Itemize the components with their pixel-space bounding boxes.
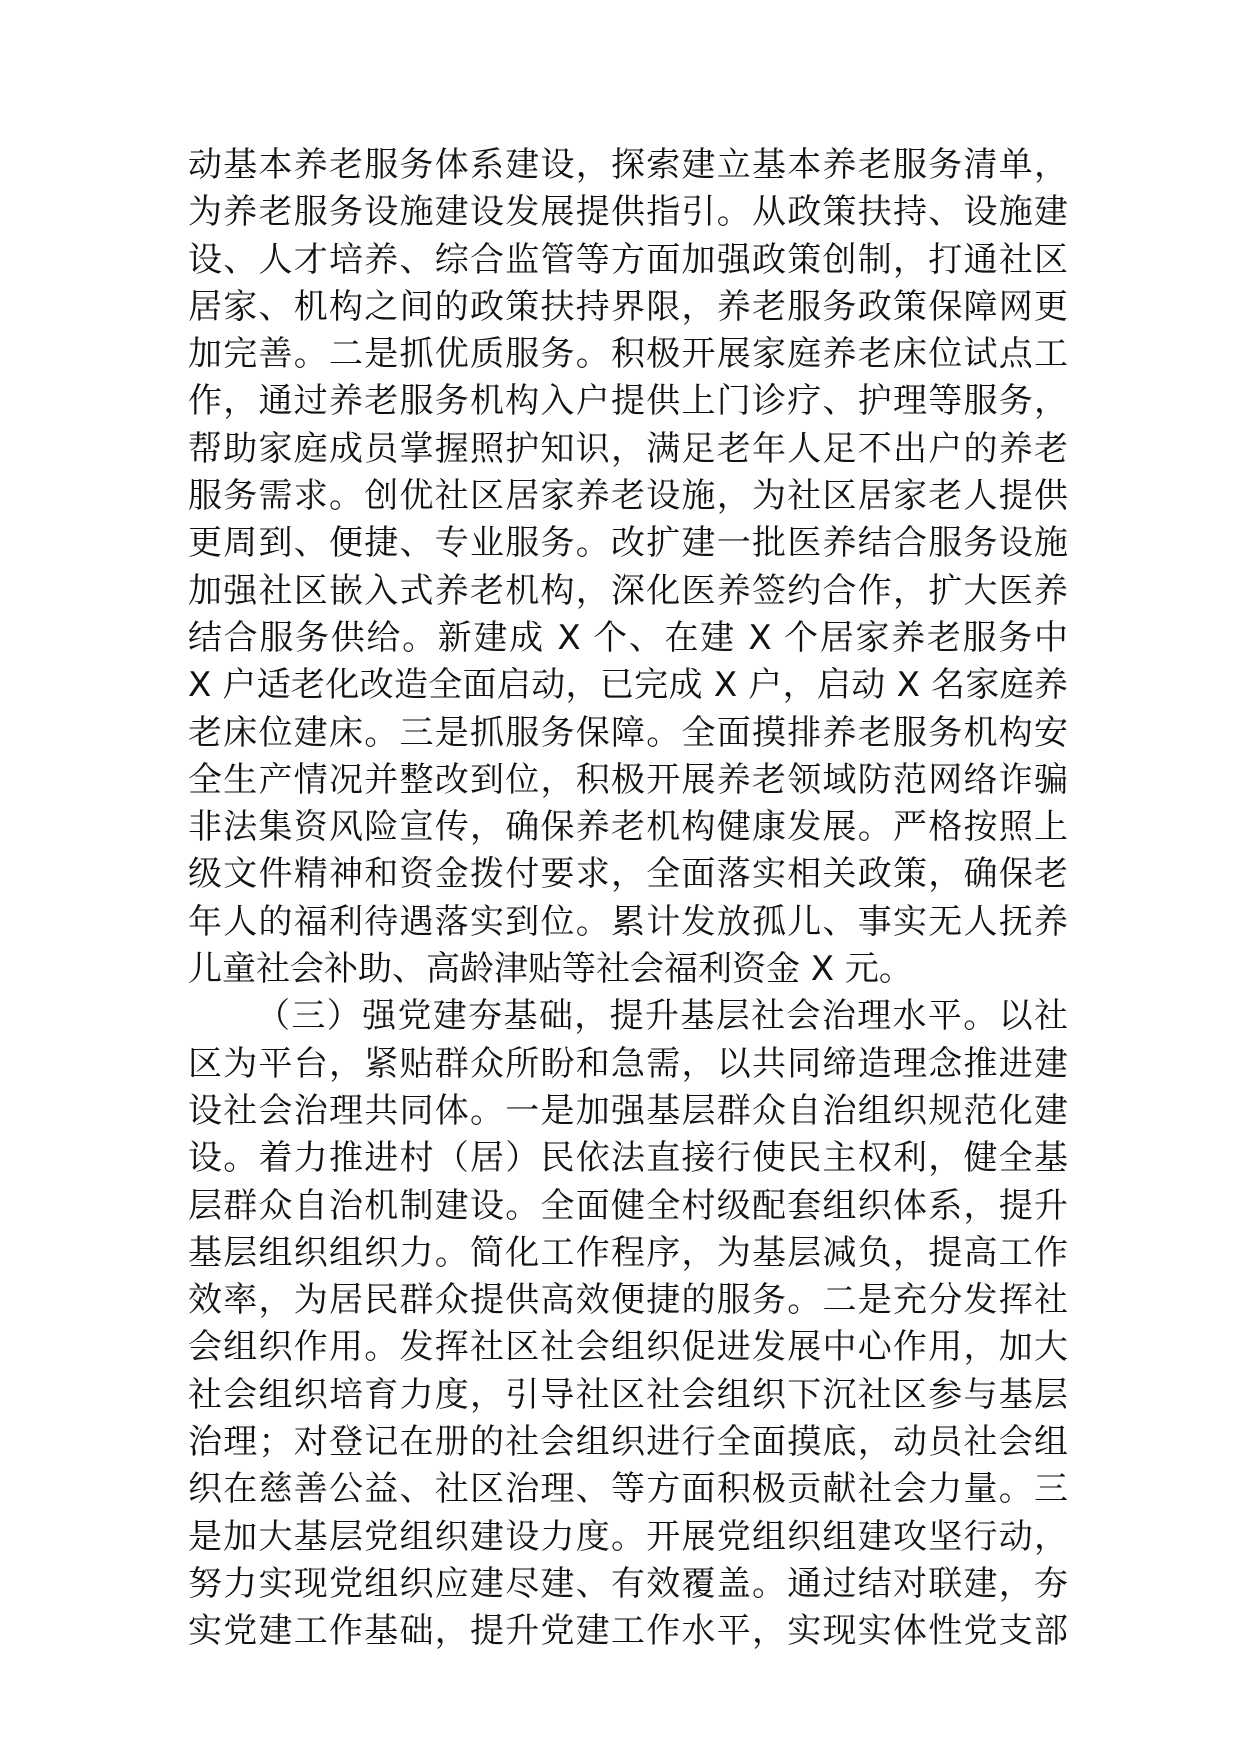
text-line: 老床位建床。三是抓服务保障。全面摸排养老服务机构安: [188, 712, 1068, 753]
text-line: X 户适老化改造全面启动，已完成 X 户，启动 X 名家庭养: [188, 665, 1068, 706]
text-line: 设。着力推进村（居）民依法直接行使民主权利，健全基: [188, 1138, 1068, 1179]
text-line: 织在慈善公益、社区治理、等方面积极贡献社会力量。三: [188, 1469, 1068, 1510]
text-line: 会组织作用。发挥社区社会组织促进发展中心作用，加大: [188, 1327, 1068, 1368]
text-line: 是加大基层党组织建设力度。开展党组织组建攻坚行动，: [188, 1516, 1068, 1557]
text-line: 加强社区嵌入式养老机构，深化医养签约合作，扩大医养: [188, 570, 1068, 611]
text-line: 加完善。二是抓优质服务。积极开展家庭养老床位试点工: [188, 334, 1068, 375]
text-line: 级文件精神和资金拨付要求，全面落实相关政策，确保老: [188, 854, 1068, 895]
text-line: 更周到、便捷、专业服务。改扩建一批医养结合服务设施: [188, 523, 1068, 564]
text-line: 年人的福利待遇落实到位。累计发放孤儿、事实无人抚养: [188, 901, 1068, 942]
text-line: 努力实现党组织应建尽建、有效覆盖。通过结对联建，夯: [188, 1563, 1068, 1604]
text-line: 非法集资风险宣传，确保养老机构健康发展。严格按照上: [188, 807, 1068, 848]
text-line: 设社会治理共同体。一是加强基层群众自治组织规范化建: [188, 1090, 1068, 1131]
text-line: 区为平台，紧贴群众所盼和急需，以共同缔造理念推进建: [188, 1043, 1068, 1084]
text-line: 帮助家庭成员掌握照护知识，满足老年人足不出户的养老: [188, 428, 1068, 469]
text-line: 效率，为居民群众提供高效便捷的服务。二是充分发挥社: [188, 1280, 1068, 1321]
text-line: 全生产情况并整改到位，积极开展养老领域防范网络诈骗: [188, 759, 1068, 800]
text-line: 动基本养老服务体系建设，探索建立基本养老服务清单，: [188, 145, 1068, 185]
text-line: 服务需求。创优社区居家养老设施，为社区居家老人提供: [188, 476, 1068, 517]
text-line: 基层组织组织力。简化工作程序，为基层减负，提高工作: [188, 1232, 1068, 1273]
section-heading-line: （三）强党建夯基础，提升基层社会治理水平。以社: [256, 996, 1068, 1037]
text-line: 居家、机构之间的政策扶持界限，养老服务政策保障网更: [188, 286, 1068, 327]
text-line: 社会组织培育力度，引导社区社会组织下沉社区参与基层: [188, 1374, 1068, 1415]
text-line: 结合服务供给。新建成 X 个、在建 X 个居家养老服务中: [188, 617, 1068, 658]
text-line: 作，通过养老服务机构入户提供上门诊疗、护理等服务，: [188, 381, 1068, 422]
document-body: [188, 142, 1068, 1656]
text-line: 实党建工作基础，提升党建工作水平，实现实体性党支部: [188, 1611, 1068, 1652]
paragraph-end-line: 儿童社会补助、高龄津贴等社会福利资金 X 元。: [188, 949, 913, 990]
text-line: 设、人才培养、综合监管等方面加强政策创制，打通社区: [188, 239, 1068, 280]
text-line: 治理；对登记在册的社会组织进行全面摸底，动员社会组: [188, 1422, 1068, 1463]
text-line: 为养老服务设施建设发展提供指引。从政策扶持、设施建: [188, 192, 1068, 233]
text-line: 层群众自治机制建设。全面健全村级配套组织体系，提升: [188, 1185, 1068, 1226]
